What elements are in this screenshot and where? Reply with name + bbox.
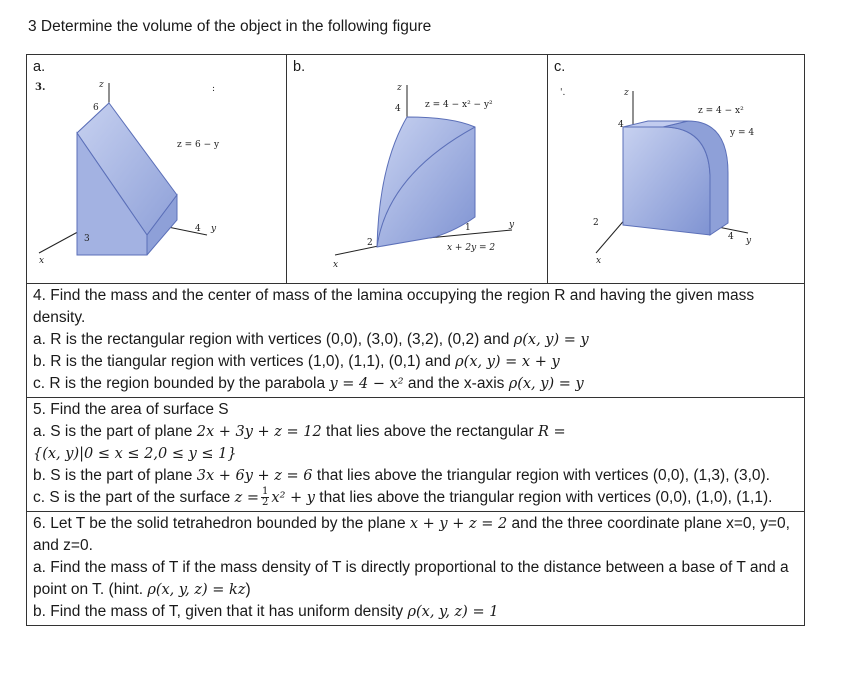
question-5c-frac-den: 2: [262, 497, 269, 509]
question-6a-math: ρ(x, y, z) = kz: [147, 582, 246, 598]
figure-c-graphic: [548, 55, 804, 283]
question-5b-text1: b. S is the part of plane: [33, 467, 197, 484]
figure-a-tick-x: 3: [84, 234, 90, 244]
question-5b-text2: that lies above the triangular region with vertices (0,0), (1,3), (3,0).: [312, 467, 770, 484]
figure-b-solid: [377, 117, 475, 247]
question-5a-math2: R =: [538, 424, 566, 440]
question-6: [26, 512, 805, 626]
figure-b-graphic: [287, 55, 548, 283]
question-4b-math: ρ(x, y) = x + y: [455, 354, 560, 370]
figure-b-label: b.: [293, 59, 306, 75]
question-5a-text2: that lies above the rectangular: [321, 423, 539, 440]
question-4c-math2: ρ(x, y) = y: [508, 376, 584, 392]
figure-c-axis-y: y: [746, 236, 752, 246]
question-6b-text1: b. Find the mass of T, given that it has uniform density: [33, 603, 408, 620]
figure-c-axis-z: z: [624, 88, 629, 98]
question-5c-text2: that lies above the triangular region with vertices (0,0), (1,0), (1,1).: [314, 489, 773, 506]
question-4c: [33, 373, 799, 395]
figure-a-equation: z = 6 − y: [177, 140, 220, 150]
figure-b-tick-z: 4: [395, 104, 401, 114]
question-5c-math-rhs: x² + y: [271, 490, 315, 506]
question-4c-math1: y = 4 − x²: [329, 376, 404, 392]
figure-b-axis-x: x: [333, 260, 339, 270]
figure-grid: [26, 54, 805, 284]
question-5c-text1: c. S is the part of the surface: [33, 489, 235, 506]
question-5a-math1: 2x + 3y + z = 12: [196, 424, 322, 440]
question-5a: [33, 421, 799, 465]
question-6-text2: and the three coordinate plane x=0, y=0, and z=0.: [33, 515, 790, 554]
question-5-title: 5. Find the area of surface S: [33, 401, 229, 418]
figure-a-label: a.: [33, 59, 46, 75]
question-5b: [33, 465, 799, 487]
question-5c-fraction: [261, 487, 269, 508]
figure-cell-a: [27, 55, 287, 283]
figure-c-equation-top: z = 4 − x²: [698, 106, 744, 116]
figure-c-front-face: [623, 127, 710, 235]
question-4c-text2: and the x-axis: [403, 375, 509, 392]
question-6-intro: [33, 513, 799, 557]
figure-a-axis-x: x: [39, 256, 45, 266]
question-6a-text1: a. Find the mass of T if the mass density of T is directly proportional to the distance between a base of T and a point on T. (hint.: [33, 559, 789, 598]
figure-c-label: c.: [554, 59, 566, 75]
figure-c-equation-side: y = 4: [730, 128, 755, 138]
question-4c-text1: c. R is the region bounded by the parabola: [33, 375, 330, 392]
figure-a-tick-y: 4: [195, 224, 201, 234]
question-6b-math: ρ(x, y, z) = 1: [407, 604, 499, 620]
question-6-math1: x + y + z = 2: [409, 516, 508, 532]
figure-b-axis-y: y: [509, 220, 515, 230]
question-6a: [33, 557, 799, 601]
question-3-title: 3 Determine the volume of the object in the following figure: [28, 18, 432, 35]
question-4: [26, 284, 805, 398]
question-5c-math-lhs: z =: [234, 490, 260, 506]
figure-cell-b: [287, 55, 548, 283]
question-4b-text: b. R is the tiangular region with vertices (1,0), (1,1), (0,1) and: [33, 353, 456, 370]
figure-c-axis-x: x: [596, 256, 602, 266]
question-5: [26, 398, 805, 512]
figure-b-tick-y: 1: [465, 223, 471, 233]
question-5c: [33, 487, 799, 509]
figure-cell-c: [548, 55, 804, 283]
figure-c-mark: '.: [560, 88, 566, 98]
question-6a-text2: ): [245, 581, 251, 598]
figure-c-tick-z: 4: [618, 120, 624, 130]
figure-a-graphic: [27, 55, 287, 283]
figure-a-axis-z: z: [99, 80, 104, 90]
problem-rows: [26, 284, 805, 626]
figure-b-axis-z: z: [397, 83, 402, 93]
question-4-intro: 4. Find the mass and the center of mass of the lamina occupying the region R and having the given mass density.: [33, 287, 755, 326]
figure-a-mark: :: [212, 84, 216, 94]
question-5c-frac-num: 1: [262, 486, 269, 498]
question-6-text1: 6. Let T be the solid tetrahedron bounded by the plane: [33, 515, 410, 532]
figure-c-tick-x: 2: [593, 218, 599, 228]
figure-b-tick-x: 2: [367, 238, 373, 248]
question-5a-text1: a. S is the part of plane: [33, 423, 197, 440]
figure-b-equation-top: z = 4 − x² − y²: [425, 100, 493, 110]
figure-a-number: 3.: [35, 82, 46, 93]
figure-a-tick-z: 6: [93, 103, 99, 113]
figure-b-equation-bottom: x + 2y = 2: [447, 243, 496, 253]
question-4a-text: a. R is the rectangular region with vertices (0,0), (3,0), (3,2), (0,2) and: [33, 331, 514, 348]
question-6b: [33, 601, 799, 623]
figure-a-axis-y: y: [211, 224, 217, 234]
question-4a-math: ρ(x, y) = y: [513, 332, 589, 348]
question-4b: [33, 351, 799, 373]
question-4a: [33, 329, 799, 351]
question-5a-math3: {(x, y)|0 ≤ x ≤ 2,0 ≤ y ≤ 1}: [33, 446, 237, 462]
question-5b-math1: 3x + 6y + z = 6: [196, 468, 313, 484]
figure-c-tick-y: 4: [728, 232, 734, 242]
